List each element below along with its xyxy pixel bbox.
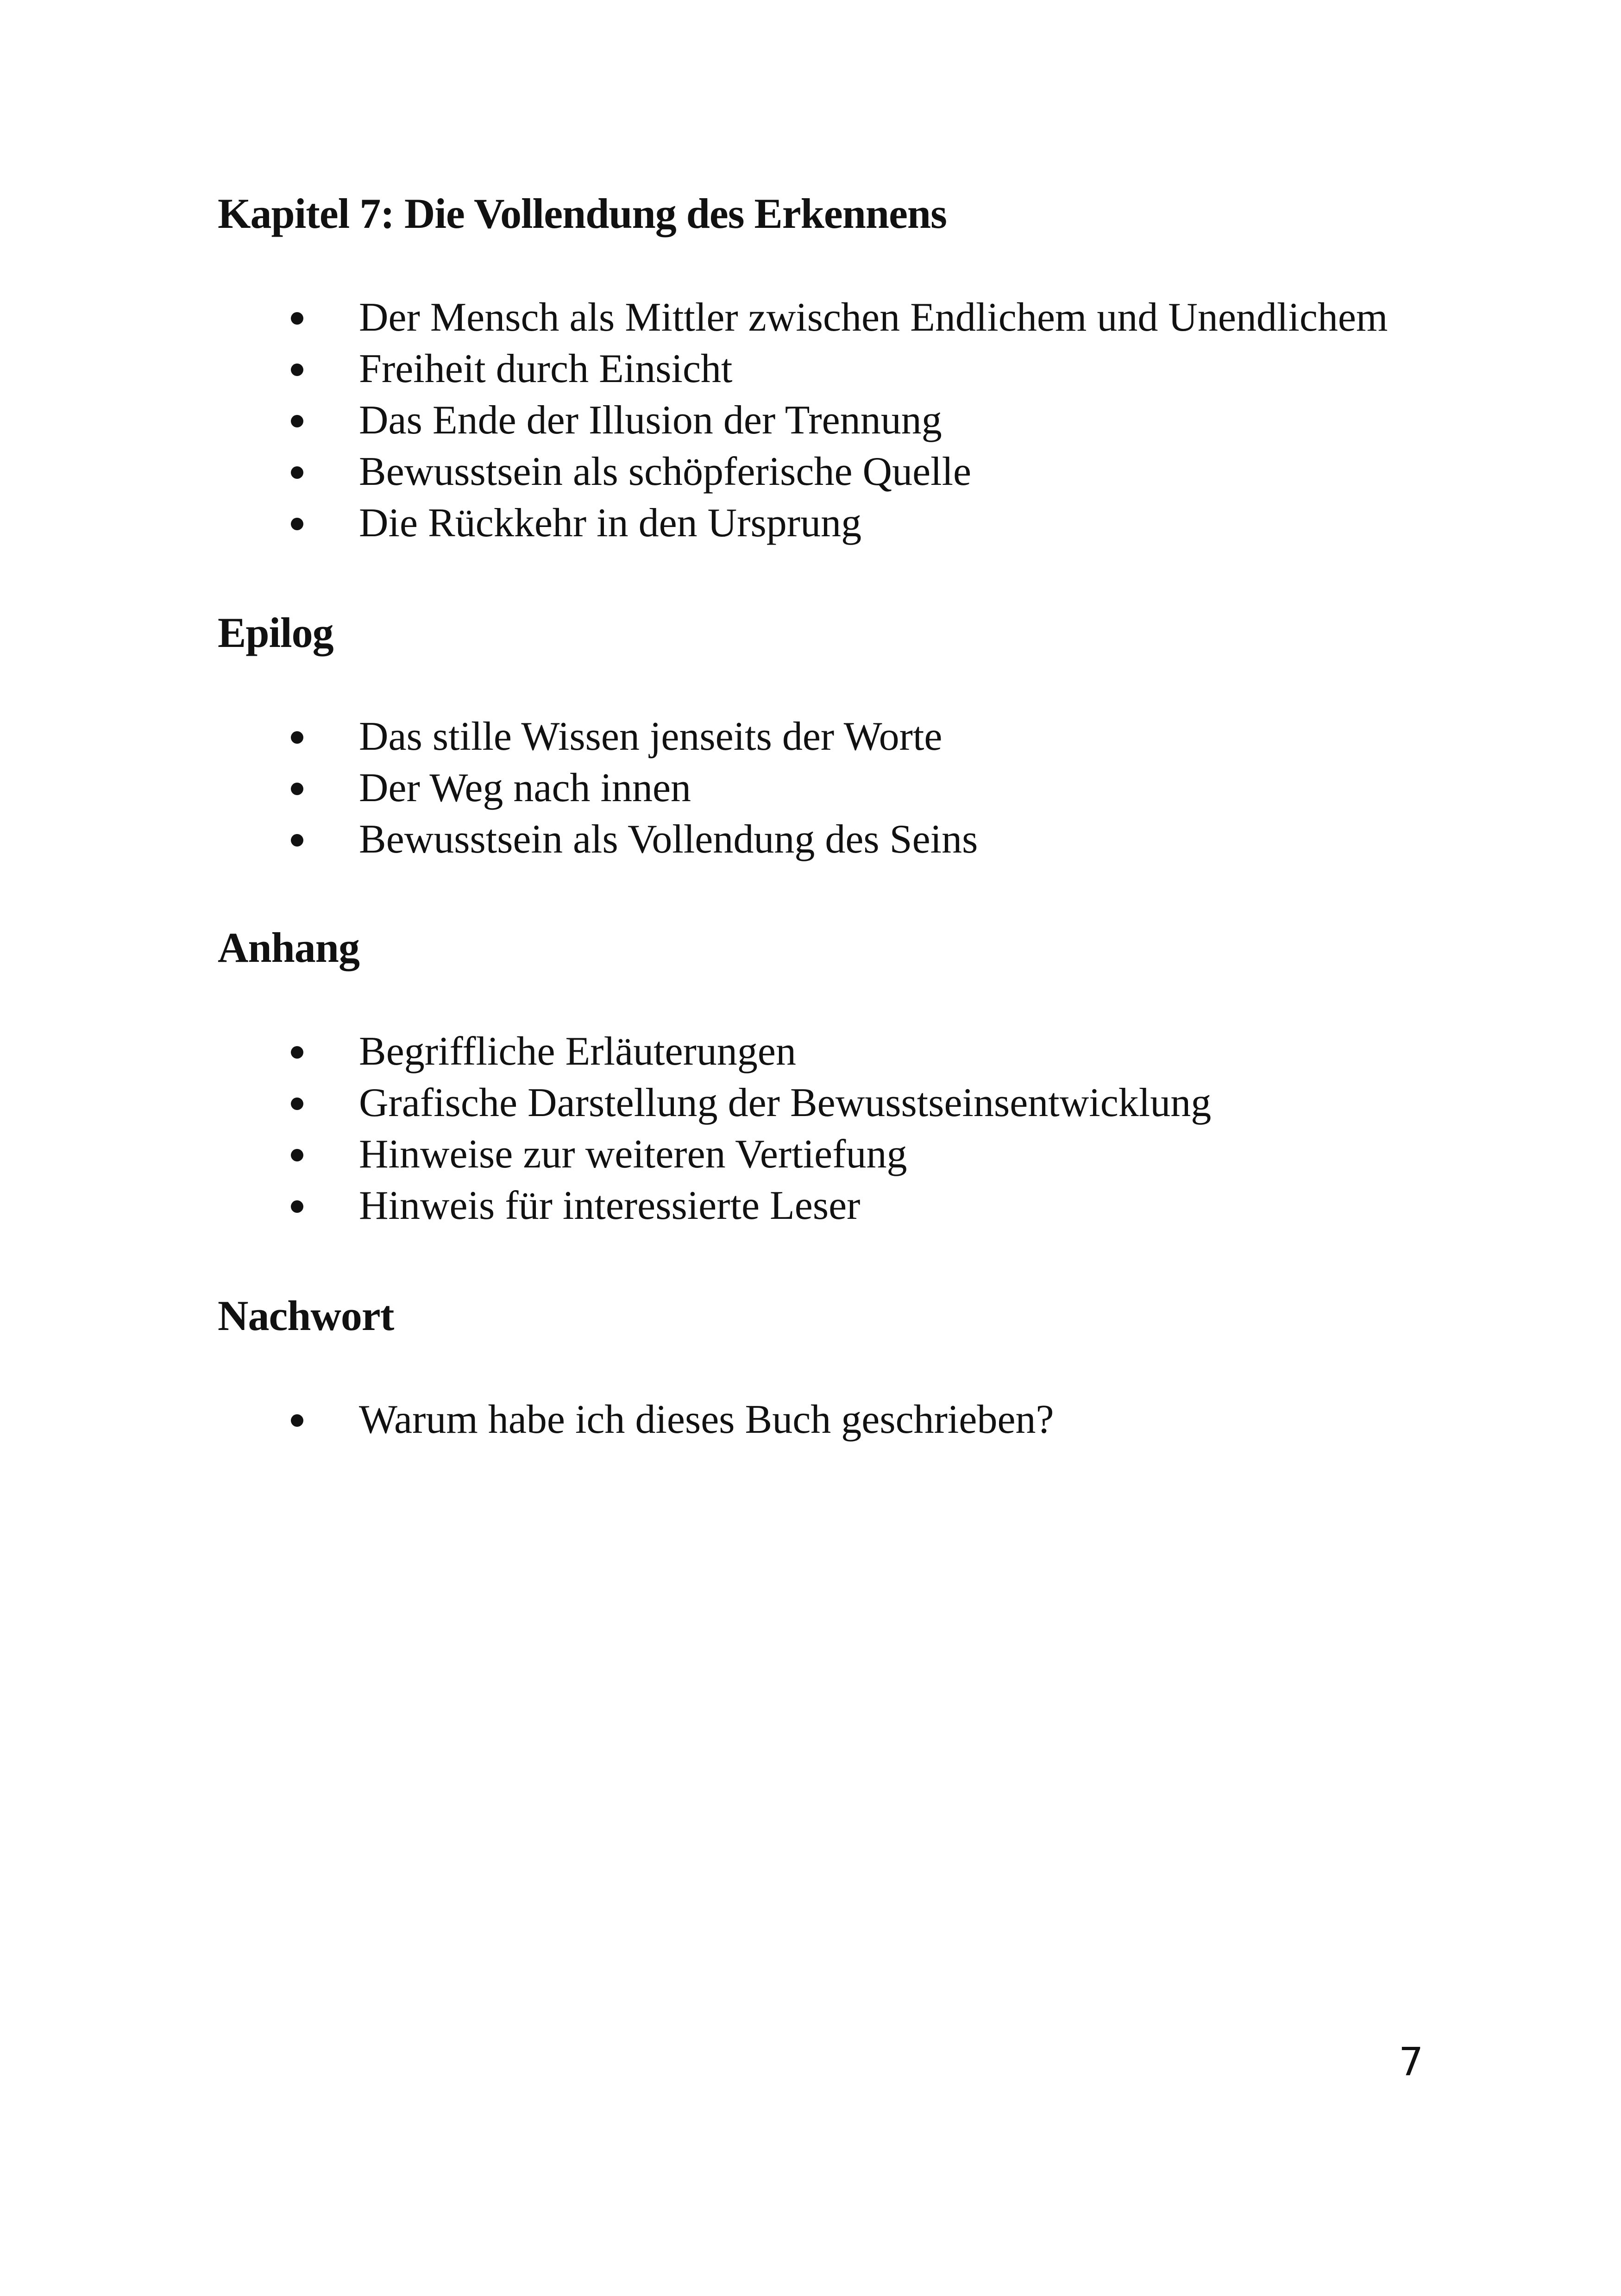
document-page: Kapitel 7: Die Vollendung des Erkennens Der Mensch als Mittler zwischen Endlichem und Unendlichem Freiheit durch Einsicht Das Ende der Illusion der Trennung Bewusstsein als schöpferische Quelle Die Rückkehr in den Ursprung Epilog Das stille Wissen jenseits der Worte Der Weg nach innen Bewusstsein als Vollendung des Seins Anhang Begriffliche Erläuterungen Grafische Darstellung der Bewusstseinsentwicklung Hinweise zur weiteren Vertiefung Hinweis für interessierte Leser Nachwort Warum habe ich dieses Buch geschrieben? 7	[218, 190, 1424, 2084]
section-heading-epilog: Epilog	[218, 609, 333, 656]
bullet-icon	[291, 1200, 303, 1213]
bullet-icon	[291, 1414, 303, 1427]
bullet-icon	[291, 834, 303, 847]
bullet-icon	[291, 1098, 303, 1110]
section-heading-kapitel-7: Kapitel 7: Die Vollendung des Erkennens	[218, 190, 947, 237]
bullet-icon	[291, 312, 303, 325]
section-heading-nachwort: Nachwort	[218, 1292, 394, 1339]
page-number: 7	[1399, 2039, 1424, 2084]
bullet-icon	[291, 415, 303, 427]
bullet-icon	[291, 1149, 303, 1161]
bullet-icon	[291, 783, 303, 795]
section-heading-anhang: Anhang	[218, 924, 359, 971]
bullet-icon	[291, 466, 303, 479]
bullet-icon	[291, 1046, 303, 1059]
bullet-icon	[291, 731, 303, 744]
bullet-icon	[291, 518, 303, 530]
bullet-icon	[291, 364, 303, 376]
